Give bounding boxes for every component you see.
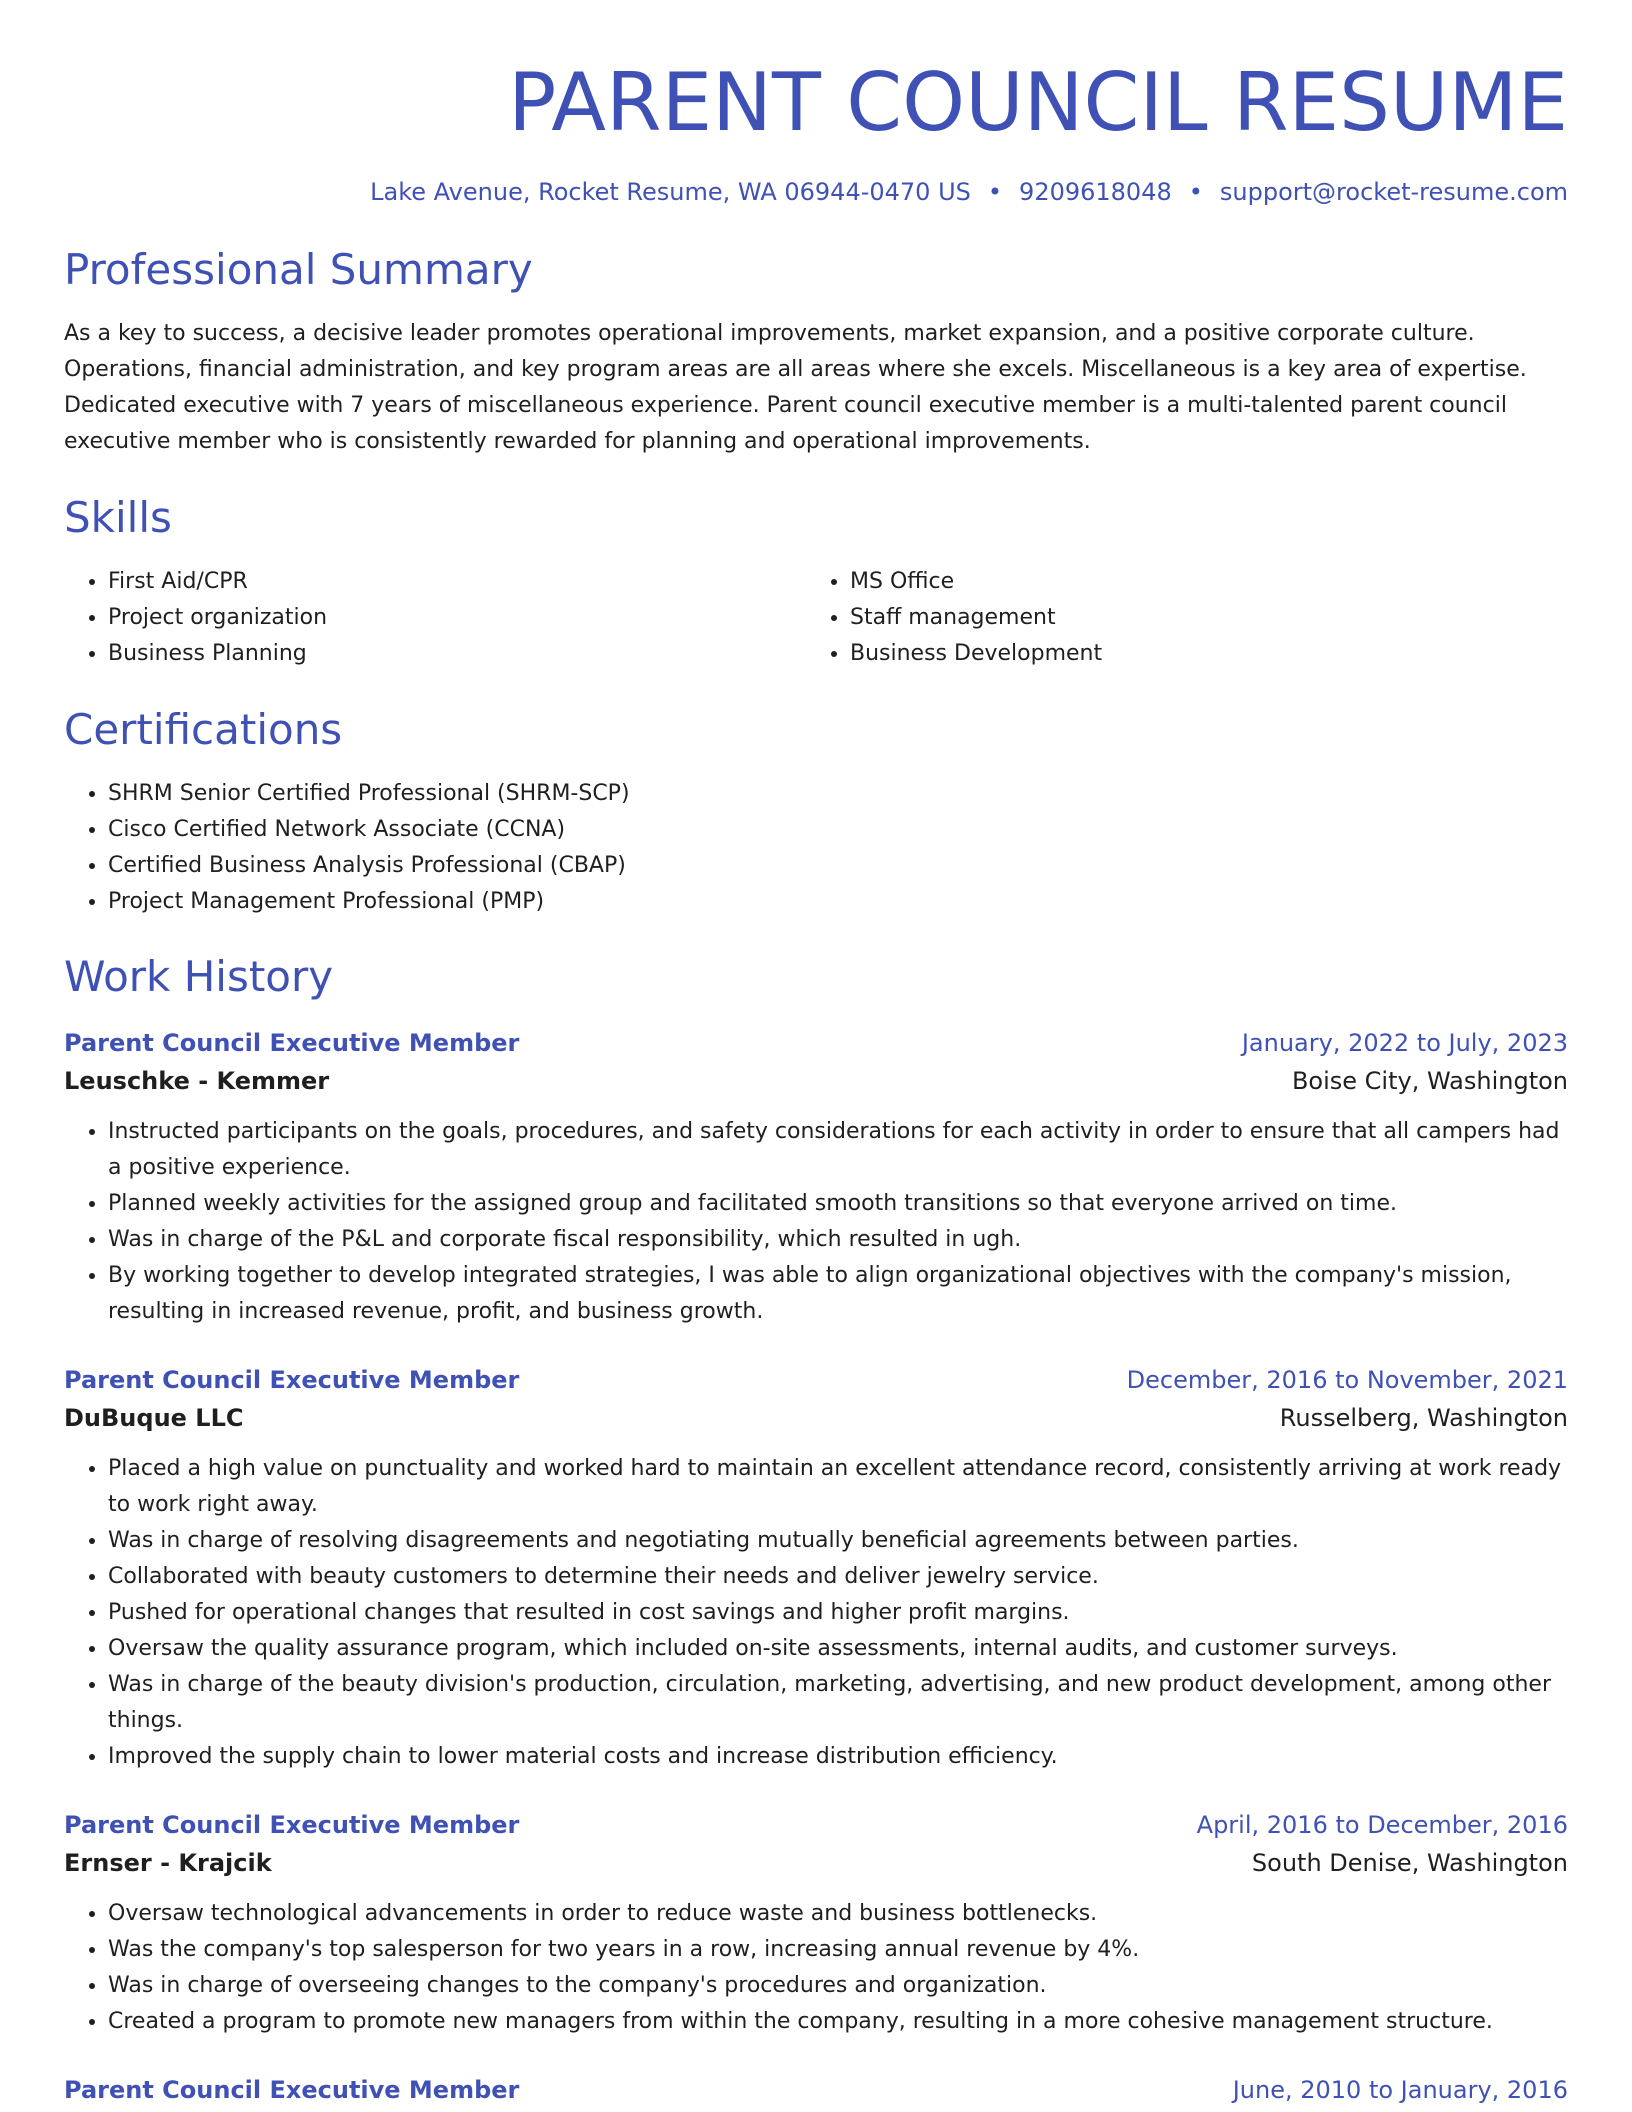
certifications-list bbox=[64, 776, 1568, 920]
certification-item: • Project Management Professional (PMP) bbox=[108, 884, 1568, 920]
job-title-row bbox=[64, 1806, 1568, 1844]
job-duty: • Oversaw the quality assurance program, which included on-site assessments, internal audits, and customer surveys. bbox=[108, 1631, 1568, 1667]
section-title-work-history: Work History bbox=[64, 952, 334, 1001]
section-title-certifications: Certifications bbox=[64, 705, 343, 754]
job-location: Russelberg, Washington bbox=[1279, 1404, 1568, 1432]
job-duty: • Pushed for operational changes that resulted in cost savings and higher profit margins. bbox=[108, 1595, 1568, 1631]
job-dates: January, 2022 to July, 2023 bbox=[1241, 1029, 1568, 1057]
job-title-row bbox=[64, 1024, 1568, 1062]
summary-text: As a key to success, a decisive leader promotes operational improvements, market expansion, and a positive corporate culture. Operations, financial administration, and key program areas are all areas where she excels. Miscellaneous is a key area of expertise. Dedicated executive with 7 years of miscellaneous experience. Parent council executive member is a multi-talented parent council executive member who is consistently rewarded for planning and operational improvements. bbox=[64, 321, 1527, 454]
job-entry bbox=[64, 1024, 1568, 1330]
job-duty: • Was in charge of the beauty division's production, circulation, marketing, advertising, and new product development, among other things. bbox=[108, 1667, 1568, 1739]
certification-item: • SHRM Senior Certified Professional (SHRM-SCP) bbox=[108, 776, 1568, 812]
skills-column-left bbox=[64, 564, 806, 672]
skills-section bbox=[64, 493, 1568, 672]
job-entry bbox=[64, 1806, 1568, 2040]
skills-list-left bbox=[64, 564, 806, 672]
resume-header bbox=[64, 0, 1568, 207]
job-location: South Denise, Washington bbox=[1251, 1849, 1568, 1877]
certification-item: • Cisco Certified Network Associate (CCNA) bbox=[108, 812, 1568, 848]
job-title-row bbox=[64, 2071, 1568, 2109]
skills-grid bbox=[64, 564, 1568, 672]
job-dates: December, 2016 to November, 2021 bbox=[1126, 1366, 1568, 1394]
skill-item: • First Aid/CPR bbox=[108, 564, 806, 600]
skills-column-right bbox=[806, 564, 1548, 672]
job-company-row bbox=[64, 1062, 1568, 1100]
job-duty: • Planned weekly activities for the assigned group and facilitated smooth transitions so that everyone arrived on time. bbox=[108, 1186, 1568, 1222]
professional-summary-section bbox=[64, 245, 1568, 460]
contact-email: support@rocket-resume.com bbox=[1219, 178, 1568, 206]
job-duty: • By working together to develop integrated strategies, I was able to align organizational objectives with the company's mission, resulting in increased revenue, profit, and business growth. bbox=[108, 1258, 1568, 1330]
job-duty: • Improved the supply chain to lower material costs and increase distribution efficiency. bbox=[108, 1739, 1568, 1775]
job-duty: • Placed a high value on punctuality and worked hard to maintain an excellent attendance record, consistently arriving at work ready to work right away. bbox=[108, 1451, 1568, 1523]
contact-address: Lake Avenue, Rocket Resume, WA 06944-0470 US bbox=[370, 178, 971, 206]
job-title: Parent Council Executive Member bbox=[64, 1029, 520, 1057]
job-dates: April, 2016 to December, 2016 bbox=[1196, 1811, 1568, 1839]
job-duty: • Was in charge of resolving disagreements and negotiating mutually beneficial agreements between parties. bbox=[108, 1523, 1568, 1559]
job-duties-list bbox=[64, 1896, 1568, 2040]
job-title: Parent Council Executive Member bbox=[64, 1366, 520, 1394]
certification-item: • Certified Business Analysis Professional (CBAP) bbox=[108, 848, 1568, 884]
job-duties-list bbox=[64, 1451, 1568, 1775]
job-company: Ernser - Krajcik bbox=[64, 1849, 272, 1877]
job-duty: • Collaborated with beauty customers to determine their needs and deliver jewelry service. bbox=[108, 1559, 1568, 1595]
job-duty: • Created a program to promote new managers from within the company, resulting in a more cohesive management structure. bbox=[108, 2004, 1568, 2040]
work-history-section bbox=[64, 952, 1568, 2109]
contact-phone: 9209618048 bbox=[1019, 178, 1172, 206]
contact-separator: • bbox=[987, 178, 1003, 206]
job-company-row bbox=[64, 1844, 1568, 1882]
job-duty: • Instructed participants on the goals, procedures, and safety considerations for each activity in order to ensure that all campers had a positive experience. bbox=[108, 1114, 1568, 1186]
job-title-row bbox=[64, 1361, 1568, 1399]
resume-page bbox=[64, 0, 1568, 2109]
skill-item: • Business Development bbox=[850, 636, 1548, 672]
job-location: Boise City, Washington bbox=[1291, 1067, 1568, 1095]
job-duties-list bbox=[64, 1114, 1568, 1330]
job-entry bbox=[64, 1361, 1568, 1775]
job-duty: • Was in charge of overseeing changes to the company's procedures and organization. bbox=[108, 1968, 1568, 2004]
job-duty: • Was the company's top salesperson for two years in a row, increasing annual revenue by 4%. bbox=[108, 1932, 1568, 1968]
skill-item: • Business Planning bbox=[108, 636, 806, 672]
skill-item: • MS Office bbox=[850, 564, 1548, 600]
job-title: Parent Council Executive Member bbox=[64, 1811, 520, 1839]
job-duty: • Was in charge of the P&L and corporate fiscal responsibility, which resulted in ugh. bbox=[108, 1222, 1568, 1258]
job-title: Parent Council Executive Member bbox=[64, 2076, 520, 2104]
job-company-row bbox=[64, 1399, 1568, 1437]
job-entry bbox=[64, 2071, 1568, 2109]
job-company: Leuschke - Kemmer bbox=[64, 1067, 330, 1095]
job-company: DuBuque LLC bbox=[64, 1404, 244, 1432]
skill-item: • Project organization bbox=[108, 600, 806, 636]
skills-list-right bbox=[806, 564, 1548, 672]
contact-separator: • bbox=[1188, 178, 1203, 206]
job-duty: • Oversaw technological advancements in order to reduce waste and business bottlenecks. bbox=[108, 1896, 1568, 1932]
job-dates: June, 2010 to January, 2016 bbox=[1232, 2076, 1568, 2104]
contact-line bbox=[64, 177, 1568, 207]
skill-item: • Staff management bbox=[850, 600, 1548, 636]
resume-name: PARENT COUNCIL RESUME bbox=[508, 56, 1568, 149]
certifications-section bbox=[64, 705, 1568, 920]
section-title-skills: Skills bbox=[64, 493, 172, 542]
section-title-summary: Professional Summary bbox=[64, 245, 533, 294]
